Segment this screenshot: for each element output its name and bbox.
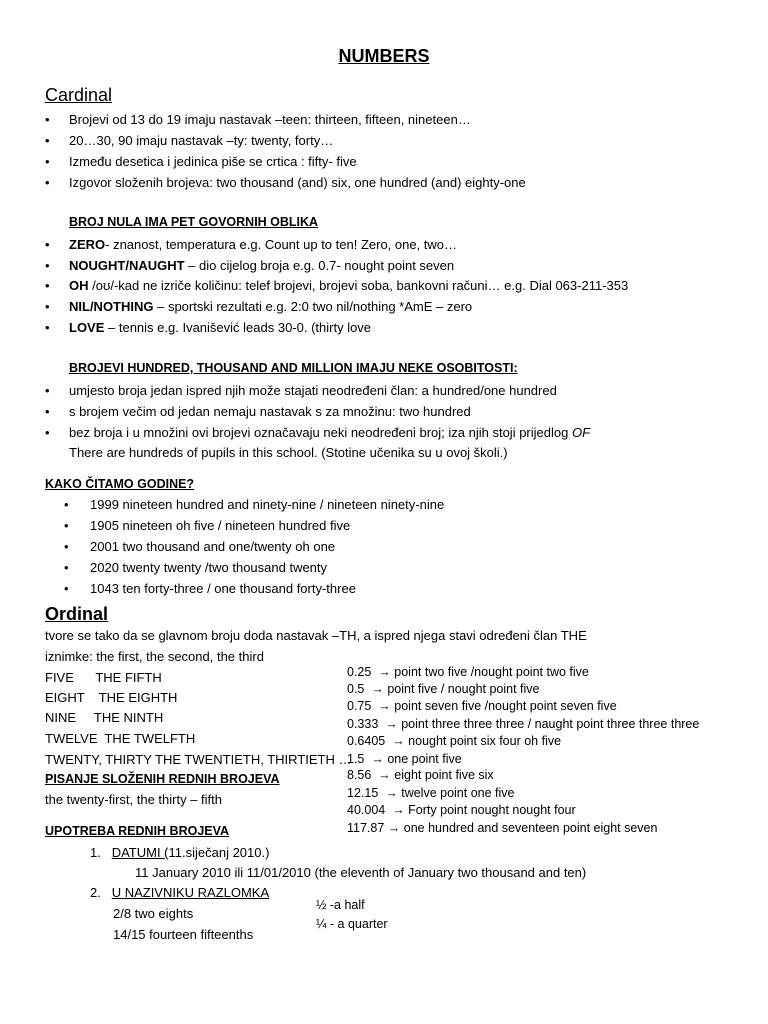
hundred-example: There are hundreds of pupils in this school. (Stotine učenika su u ovoj školi.) [69, 445, 508, 460]
list-item: • 1905 nineteen oh five / nineteen hundred five [64, 518, 351, 533]
bullet-icon: • [45, 258, 50, 273]
usage-item-1: 1. DATUMI (11.siječanj 2010.) [90, 845, 270, 860]
ordinal-line: tvore se tako da se glavnom broju doda nastavak –TH, a ispred njega stavi određeni član THE [45, 628, 587, 643]
list-item: • 2020 twenty twenty /two thousand twenty [64, 560, 328, 575]
ordinal-heading: Ordinal [45, 604, 109, 624]
ordinal-line: TWELVE THE TWELFTH [45, 731, 196, 746]
decimal-row: 117.87 → one hundred and seventeen point eight seven [347, 821, 658, 835]
decimal-row: 0.5 → point five / nought point five [347, 682, 540, 696]
bullet-icon: • [45, 320, 50, 335]
bullet-icon: • [64, 539, 69, 554]
list-item: • LOVE – tennis e.g. Ivanišević leads 30-0. (thirty love [45, 320, 372, 335]
bullet-icon: • [45, 278, 50, 293]
compound-heading: PISANJE SLOŽENIH REDNIH BROJEVA [45, 772, 280, 786]
list-item: • umjesto broja jedan ispred njih može stajati neodređeni član: a hundred/one hundred [45, 383, 557, 398]
years-heading: KAKO ČITAMO GODINE? [45, 477, 195, 491]
bullet-icon: • [64, 581, 69, 596]
arrow-icon: → [378, 768, 391, 782]
bullet-icon: • [45, 425, 50, 440]
bullet-icon: • [45, 404, 50, 419]
fraction-word: ¼ - a quarter [316, 917, 388, 931]
bullet-icon: • [45, 154, 50, 169]
arrow-icon: → [378, 699, 391, 713]
arrow-icon: → [385, 717, 398, 731]
arrow-icon: → [378, 665, 391, 679]
list-item: • 1043 ten forty-three / one thousand forty-three [64, 581, 356, 596]
fraction-example: 2/8 two eights [113, 906, 194, 921]
list-item: • OH /oʊ/-kad ne izriče količinu: telef brojevi, brojevi soba, bankovni računi… e.g. Dial 063-211-353 [45, 278, 629, 293]
decimal-row: 0.25 → point two five /nought point two five [347, 665, 589, 679]
list-item: • Između desetica i jedinica piše se crtica : fifty- five [45, 154, 357, 169]
list-item: • 1999 nineteen hundred and ninety-nine / nineteen ninety-nine [64, 497, 445, 512]
list-item: • ZERO- znanost, temperatura e.g. Count up to ten! Zero, one, two… [45, 237, 458, 252]
bullet-icon: • [45, 237, 50, 252]
bullet-icon: • [45, 299, 50, 314]
bullet-icon: • [64, 560, 69, 575]
bullet-icon: • [45, 175, 50, 190]
bullet-icon: • [64, 518, 69, 533]
fraction-example: 14/15 fourteen fifteenths [113, 927, 254, 942]
list-item: • bez broja i u množini ovi brojevi označavaju neki neodređeni broj; iza njih stoji prijedlog OF [45, 425, 591, 440]
ordinal-line: NINE THE NINTH [45, 710, 164, 725]
decimal-row: 8.56 → eight point five six [347, 768, 494, 782]
usage-item-2: 2. U NAZIVNIKU RAZLOMKA [90, 885, 270, 900]
arrow-icon: → [392, 734, 405, 748]
usage-item-1-detail: 11 January 2010 ili 11/01/2010 (the eleventh of January two thousand and ten) [135, 865, 587, 880]
decimal-row: 0.75 → point seven five /nought point seven five [347, 699, 617, 713]
decimal-row: 40.004 → Forty point nought nought four [347, 803, 576, 817]
ordinal-line: iznimke: the first, the second, the third [45, 649, 264, 664]
bullet-icon: • [45, 112, 50, 127]
list-item: • NOUGHT/NAUGHT – dio cijelog broja e.g. 0.7- nought point seven [45, 258, 455, 273]
ordinal-line: TWENTY, THIRTY THE TWENTIETH, THIRTIETH … [45, 752, 352, 767]
ordinal-line: FIVE THE FIFTH [45, 670, 162, 685]
arrow-icon: → [392, 803, 405, 817]
list-item: • 20…30, 90 imaju nastavak –ty: twenty, forty… [45, 133, 334, 148]
hundred-heading: BROJEVI HUNDRED, THOUSAND AND MILLION IMAJU NEKE OSOBITOSTI: [69, 361, 518, 375]
ordinal-line: EIGHT THE EIGHTH [45, 690, 178, 705]
list-item: • 2001 two thousand and one/twenty oh one [64, 539, 336, 554]
arrow-icon: → [371, 752, 384, 766]
list-item: • s brojem večim od jedan nemaju nastavak s za množinu: two hundred [45, 404, 471, 419]
list-item: • Brojevi od 13 do 19 imaju nastavak –teen: thirteen, fifteen, nineteen… [45, 112, 471, 127]
decimal-row: 0.333 → point three three three / naught point three three three [347, 717, 700, 731]
compound-example: the twenty-first, the thirty – fifth [45, 792, 223, 807]
cardinal-heading: Cardinal [45, 85, 113, 105]
decimal-row: 1.5 → one point five [347, 752, 462, 766]
zero-heading: BROJ NULA IMA PET GOVORNIH OBLIKA [69, 215, 319, 229]
decimal-row: 0.6405 → nought point six four oh five [347, 734, 562, 748]
arrow-icon: → [371, 682, 384, 696]
bullet-icon: • [64, 497, 69, 512]
list-item: • NIL/NOTHING – sportski rezultati e.g. 2:0 two nil/nothing *AmE – zero [45, 299, 473, 314]
page-title: NUMBERS [338, 46, 430, 66]
fraction-word: ½ -a half [316, 898, 365, 912]
arrow-icon: → [387, 821, 401, 835]
bullet-icon: • [45, 383, 50, 398]
bullet-icon: • [45, 133, 50, 148]
decimal-row: 12.15 → twelve point one five [347, 786, 515, 800]
usage-heading: UPOTREBA REDNIH BROJEVA [45, 824, 230, 838]
arrow-icon: → [385, 786, 398, 800]
list-item: • Izgovor složenih brojeva: two thousand (and) six, one hundred (and) eighty-one [45, 175, 526, 190]
